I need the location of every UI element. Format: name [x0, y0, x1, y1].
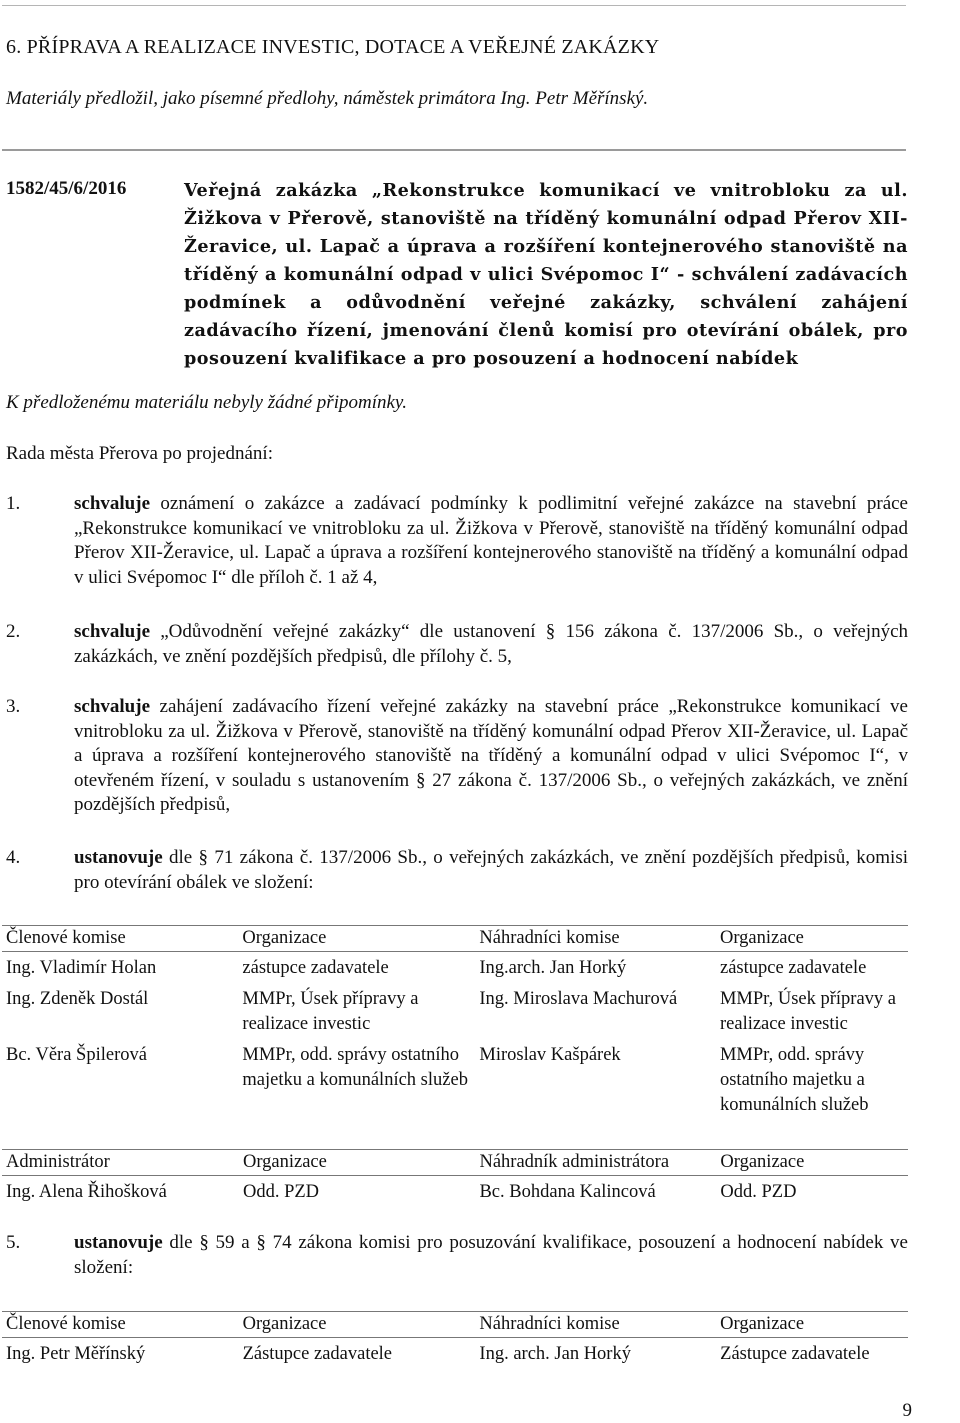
- table-header-cell: Členové komise: [2, 1312, 239, 1338]
- evaluation-committee-table: [2, 1311, 908, 1369]
- table-cell: Zástupce zadavatele: [242, 1344, 393, 1364]
- table-header-row: [2, 926, 908, 952]
- resolution-number: 2.: [6, 621, 21, 642]
- case-title: Veřejná zakázka „Rekonstrukce komunikací ve vnitrobloku za ul. Žižkova v Přerově, stanoviště na tříděný komunální odpad Přerov XII-Žeravice, ul. Lapač a úprava a rozšíření kontejnerového stanoviště na tříděný a komunální odpad v ulici Svépomoc I“ - schválení zadávacích podmínek a odůvodnění veřejné zakázky, schválení zahájení zadávacího řízení, jmenování členů komisí pro otevírání obálek, pro posouzení kvalifikace a pro posouzení a hodnocení nabídek: [184, 180, 908, 369]
- table-cell: MMPr, odd. správy ostatního majetku a komunálních služeb: [242, 1045, 468, 1090]
- resolution-3: [6, 695, 908, 820]
- table-header-row: [2, 1312, 908, 1338]
- table-cell: zástupce zadavatele: [242, 958, 389, 978]
- table-header-cell: Organizace: [239, 1312, 476, 1338]
- resolution-text: zahájení zadávacího řízení veřejné zakázky na stavební práce „Rekonstrukce komunikací ve vnitrobloku za ul. Žižkova v Přerově, stanoviště na tříděný komunální odpad Přerov XII-Žeravice, ul. Lapač a úprava a rozšíření kontejnerového stanoviště na tříděný a komunální odpad v ulici Svépomoc I“, v otevřeném řízení, v souladu s ustanovením § 27 zákona č. 137/2006 Sb., o veřejných zakázkách, ve znění pozdějších předpisů,: [74, 696, 908, 815]
- resolution-verb: ustanovuje: [74, 1232, 163, 1253]
- section-title: 6. PŘÍPRAVA A REALIZACE INVESTIC, DOTACE A VEŘEJNÉ ZAKÁZKY: [6, 36, 660, 58]
- resolution-text: dle § 59 a § 74 zákona komisi pro posuzování kvalifikace, posouzení a hodnocení nabídek ve složení:: [74, 1232, 908, 1278]
- table-cell: Ing. Zdeněk Dostál: [6, 989, 149, 1009]
- table-cell: Ing. arch. Jan Horký: [479, 1344, 631, 1364]
- table-header-cell: Administrátor: [2, 1150, 239, 1176]
- table-row: [2, 1039, 908, 1120]
- table-cell: Odd. PZD: [720, 1182, 797, 1202]
- case-number: 1582/45/6/2016: [6, 178, 127, 199]
- table-cell: MMPr, Úsek přípravy a realizace investic: [242, 989, 419, 1034]
- comments-note: K předloženému materiálu nebyly žádné připomínky.: [6, 392, 408, 413]
- table-cell: Bc. Bohdana Kalincová: [479, 1182, 656, 1202]
- table-header-row: [2, 1150, 908, 1176]
- top-divider: [2, 5, 906, 6]
- resolution-1: [6, 492, 908, 592]
- table-row: [2, 983, 908, 1039]
- resolution-text: „Odůvodnění veřejné zakázky“ dle ustanovení § 156 zákona č. 137/2006 Sb., o veřejných zakázkách, ve znění pozdějších předpisů, dle přílohy č. 5,: [74, 621, 908, 667]
- table-cell: MMPr, odd. správy ostatního majetku a komunálních služeb: [719, 1045, 869, 1115]
- page-number: 9: [902, 1400, 912, 1421]
- table-header-cell: Náhradníci komise: [475, 926, 716, 952]
- resolution-verb: ustanovuje: [74, 847, 163, 868]
- resolution-number: 5.: [6, 1232, 21, 1253]
- table-header-cell: Náhradníci komise: [475, 1312, 716, 1338]
- table-header-cell: Členové komise: [2, 926, 238, 952]
- resolution-number: 4.: [6, 847, 21, 868]
- table-row: [2, 1338, 908, 1370]
- resolution-text: dle § 71 zákona č. 137/2006 Sb., o veřejných zakázkách, ve znění pozdějších předpisů, komisi pro otevírání obálek ve složení:: [74, 847, 908, 893]
- table-cell: MMPr, Úsek přípravy a realizace investic: [719, 989, 896, 1034]
- table-cell: Miroslav Kašpárek: [479, 1045, 621, 1065]
- section-divider: [2, 149, 906, 151]
- administrator-table: [2, 1149, 908, 1207]
- table-cell: Odd. PZD: [242, 1182, 320, 1202]
- resolution-number: 3.: [6, 696, 21, 717]
- table-header-cell: Organizace: [716, 1150, 908, 1176]
- table-header-cell: Organizace: [716, 926, 908, 952]
- table-row: [2, 952, 908, 984]
- resolution-5: [6, 1231, 908, 1281]
- resolution-2: [6, 620, 908, 670]
- materials-note: Materiály předložil, jako písemné předlohy, náměstek primátora Ing. Petr Měřínský.: [6, 88, 649, 109]
- resolution-verb: schvaluje: [74, 621, 150, 642]
- table-cell: zástupce zadavatele: [719, 958, 867, 978]
- table-header-cell: Náhradník administrátora: [475, 1150, 716, 1176]
- table-cell: Bc. Věra Špilerová: [6, 1045, 147, 1065]
- resolution-4: [6, 846, 908, 896]
- opening-committee-table: [2, 925, 908, 1120]
- table-cell: Ing. Alena Řihošková: [6, 1182, 167, 1202]
- table-header-cell: Organizace: [238, 926, 475, 952]
- table-cell: Ing. Miroslava Machurová: [479, 989, 678, 1009]
- table-cell: Ing.arch. Jan Horký: [479, 958, 627, 978]
- table-header-cell: Organizace: [239, 1150, 476, 1176]
- table-cell: Ing. Petr Měřínský: [6, 1344, 146, 1364]
- table-row: [2, 1176, 908, 1208]
- table-header-cell: Organizace: [716, 1312, 908, 1338]
- resolution-text: oznámení o zakázce a zadávací podmínky k podlimitní veřejné zakázce na stavební práce „Rekonstrukce komunikací ve vnitrobloku za ul. Žižkova v Přerově, stanoviště na tříděný komunální odpad Přerov XII-Žeravice, ul. Lapač a úprava a rozšíření kontejnerového stanoviště na tříděný a komunální odpad v ulici Svépomoc I“ dle příloh č. 1 až 4,: [74, 493, 908, 588]
- table-cell: Zástupce zadavatele: [720, 1344, 870, 1364]
- table-cell: Ing. Vladimír Holan: [6, 958, 157, 978]
- resolution-number: 1.: [6, 493, 21, 514]
- resolution-verb: schvaluje: [74, 493, 150, 514]
- council-intro: Rada města Přerova po projednání:: [6, 443, 273, 464]
- resolution-verb: schvaluje: [74, 696, 150, 717]
